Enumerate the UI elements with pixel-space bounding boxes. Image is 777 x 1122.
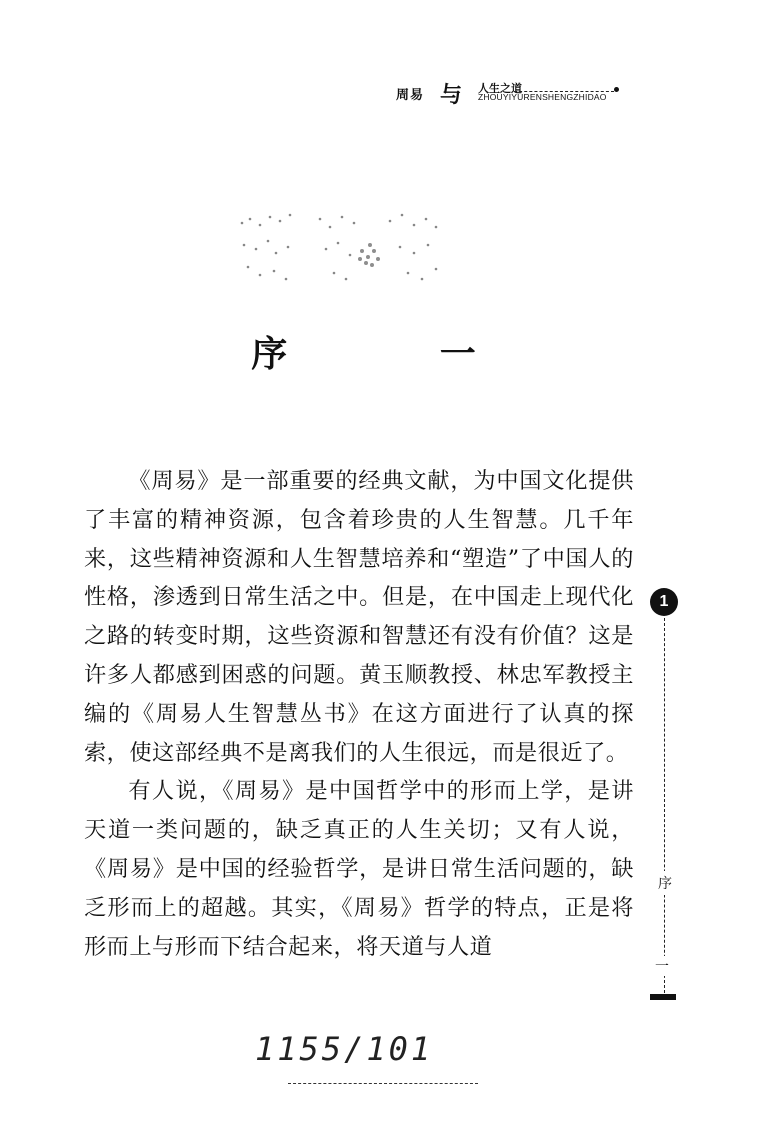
stamp-underline bbox=[288, 1083, 478, 1084]
side-dashed-rule bbox=[664, 618, 665, 993]
body-text bbox=[84, 462, 634, 966]
side-bar-marker bbox=[650, 994, 676, 1000]
header-book-title: 周易 bbox=[396, 88, 425, 103]
paragraph-1: 《周易》是一部重要的经典文献，为中国文化提供了丰富的精神资源，包含着珍贵的人生智慧。几千年来，这些精神资源和人生智慧培养和“塑造”了中国人的性格，渗透到日常生活之中。但是，在中国走上现代化之路的转变时期，这些资源和智慧还有没有价值？这是许多人都感到困惑的问题。黄玉顺教授、林忠军教授主编的《周易人生智慧丛书》在这方面进行了认真的探索，使这部经典不是离我们的人生很远，而是很近了。 bbox=[84, 468, 634, 766]
header-series-title: 人生之道 bbox=[478, 82, 522, 95]
section-label: 序 bbox=[658, 871, 672, 895]
header-conjunction: 与 bbox=[440, 82, 463, 108]
running-header bbox=[396, 80, 646, 110]
header-dot-icon bbox=[614, 87, 619, 92]
library-stamp: 1155/101 bbox=[255, 1030, 434, 1068]
seal-stamp-icon bbox=[230, 205, 455, 295]
page-number-badge: 1 bbox=[650, 588, 678, 616]
page-title: 序 一 bbox=[251, 333, 546, 375]
side-tab bbox=[650, 588, 680, 1008]
header-pinyin: ZHOUYIYURENSHENGZHIDAO bbox=[478, 92, 607, 102]
section-number: 一 bbox=[655, 956, 669, 976]
paragraph-2: 有人说，《周易》是中国哲学中的形而上学，是讲天道一类问题的，缺乏真正的人生关切；又有人说，《周易》是中国的经验哲学，是讲日常生活问题的，缺乏形而上的超越。其实，《周易》哲学的特点，正是将形而上与形而下结合起来，将天道与人道 bbox=[84, 778, 634, 960]
